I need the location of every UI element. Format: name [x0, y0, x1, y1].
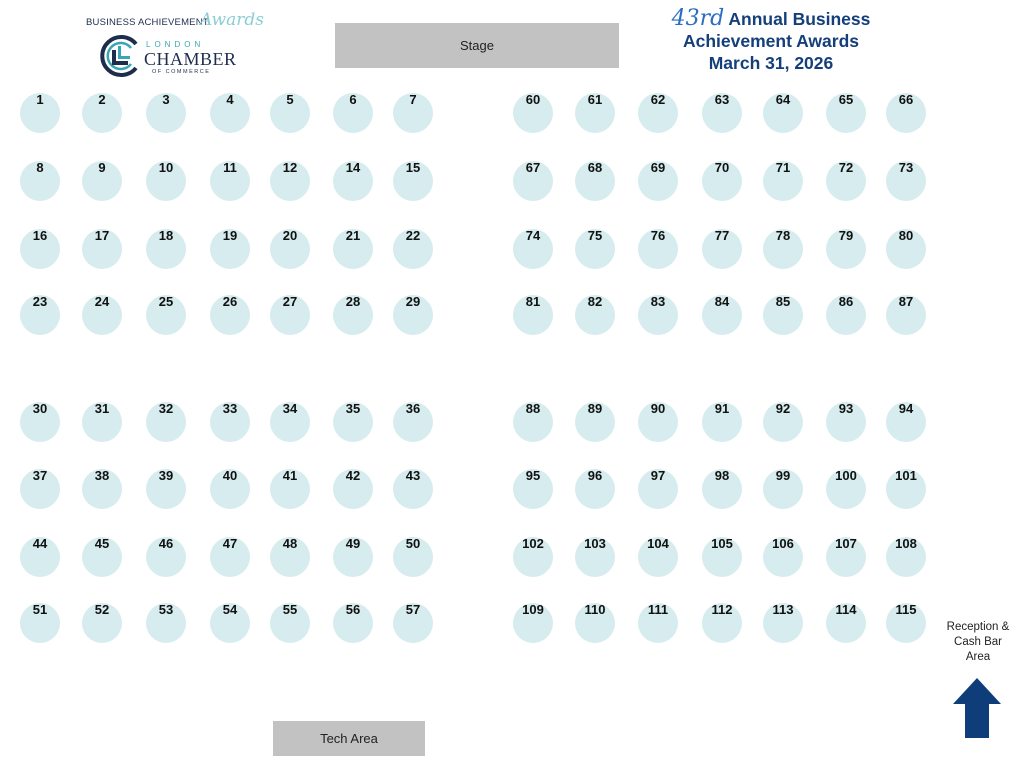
table-16: [20, 229, 60, 269]
table-number: 98: [714, 468, 730, 483]
table-number: 47: [222, 536, 238, 551]
table-72: [826, 161, 866, 201]
table-104: [638, 537, 678, 577]
table-number: 56: [345, 602, 361, 617]
table-98: [702, 469, 742, 509]
table-number: 111: [647, 602, 669, 617]
table-113: [763, 603, 803, 643]
table-number: 69: [650, 160, 666, 175]
table-36: [393, 402, 433, 442]
table-number: 109: [522, 602, 544, 617]
table-112: [702, 603, 742, 643]
table-number: 17: [94, 228, 110, 243]
table-number: 21: [345, 228, 361, 243]
table-number: 78: [775, 228, 791, 243]
table-82: [575, 295, 615, 335]
table-number: 8: [36, 160, 44, 175]
table-number: 35: [345, 401, 361, 416]
table-number: 71: [775, 160, 791, 175]
table-number: 19: [222, 228, 238, 243]
table-18: [146, 229, 186, 269]
table-77: [702, 229, 742, 269]
table-15: [393, 161, 433, 201]
table-number: 39: [158, 468, 174, 483]
table-number: 63: [714, 92, 730, 107]
table-number: 92: [775, 401, 791, 416]
table-number: 77: [714, 228, 730, 243]
table-97: [638, 469, 678, 509]
table-65: [826, 93, 866, 133]
table-number: 37: [32, 468, 48, 483]
table-number: 43: [405, 468, 421, 483]
table-32: [146, 402, 186, 442]
table-85: [763, 295, 803, 335]
table-number: 52: [94, 602, 110, 617]
table-number: 5: [286, 92, 294, 107]
table-number: 114: [835, 602, 857, 617]
table-115: [886, 603, 926, 643]
logo-commerce: OF COMMERCE: [152, 69, 211, 75]
table-50: [393, 537, 433, 577]
table-5: [270, 93, 310, 133]
table-88: [513, 402, 553, 442]
table-41: [270, 469, 310, 509]
table-49: [333, 537, 373, 577]
table-25: [146, 295, 186, 335]
table-number: 26: [222, 294, 238, 309]
table-number: 38: [94, 468, 110, 483]
table-60: [513, 93, 553, 133]
table-number: 88: [525, 401, 541, 416]
table-number: 28: [345, 294, 361, 309]
table-number: 73: [898, 160, 914, 175]
chamber-logo-icon: [98, 34, 142, 78]
table-35: [333, 402, 373, 442]
table-number: 110: [584, 602, 606, 617]
chamber-logo: [82, 10, 264, 80]
table-90: [638, 402, 678, 442]
table-number: 108: [895, 536, 917, 551]
table-number: 15: [405, 160, 421, 175]
table-number: 33: [222, 401, 238, 416]
event-title-line2: Achievement Awards: [682, 31, 860, 51]
table-number: 94: [898, 401, 914, 416]
table-number: 60: [525, 92, 541, 107]
table-34: [270, 402, 310, 442]
event-title-line1: [640, 8, 902, 30]
reception-line1: Reception &: [946, 621, 1010, 633]
table-109: [513, 603, 553, 643]
reception-line2: Cash Bar: [954, 636, 1002, 648]
table-number: 112: [711, 602, 733, 617]
table-number: 57: [405, 602, 421, 617]
table-number: 48: [282, 536, 298, 551]
table-11: [210, 161, 250, 201]
table-75: [575, 229, 615, 269]
table-number: 80: [898, 228, 914, 243]
table-23: [20, 295, 60, 335]
table-number: 70: [714, 160, 730, 175]
table-8: [20, 161, 60, 201]
table-27: [270, 295, 310, 335]
table-number: 75: [587, 228, 603, 243]
reception-label: [940, 620, 1016, 665]
table-number: 62: [650, 92, 666, 107]
table-number: 44: [32, 536, 48, 551]
table-87: [886, 295, 926, 335]
table-number: 41: [282, 468, 298, 483]
table-number: 89: [587, 401, 603, 416]
table-53: [146, 603, 186, 643]
table-number: 66: [898, 92, 914, 107]
table-number: 74: [525, 228, 541, 243]
table-number: 51: [32, 602, 48, 617]
table-number: 61: [587, 92, 603, 107]
table-number: 24: [94, 294, 110, 309]
table-54: [210, 603, 250, 643]
table-number: 54: [222, 602, 238, 617]
table-number: 82: [587, 294, 603, 309]
table-21: [333, 229, 373, 269]
arrow-up-icon: [953, 678, 1001, 738]
table-7: [393, 93, 433, 133]
table-110: [575, 603, 615, 643]
table-12: [270, 161, 310, 201]
table-56: [333, 603, 373, 643]
table-103: [575, 537, 615, 577]
table-22: [393, 229, 433, 269]
table-number: 67: [525, 160, 541, 175]
table-33: [210, 402, 250, 442]
table-number: 85: [775, 294, 791, 309]
table-14: [333, 161, 373, 201]
table-68: [575, 161, 615, 201]
table-number: 23: [32, 294, 48, 309]
event-title-text1: Annual Business: [728, 9, 871, 29]
table-61: [575, 93, 615, 133]
table-number: 6: [349, 92, 357, 107]
table-number: 18: [158, 228, 174, 243]
table-89: [575, 402, 615, 442]
table-74: [513, 229, 553, 269]
table-number: 50: [405, 536, 421, 551]
table-number: 40: [222, 468, 238, 483]
table-73: [886, 161, 926, 201]
table-number: 76: [650, 228, 666, 243]
table-63: [702, 93, 742, 133]
table-number: 14: [345, 160, 361, 175]
table-10: [146, 161, 186, 201]
table-62: [638, 93, 678, 133]
table-84: [702, 295, 742, 335]
table-number: 3: [162, 92, 170, 107]
table-107: [826, 537, 866, 577]
table-number: 36: [405, 401, 421, 416]
table-29: [393, 295, 433, 335]
table-6: [333, 93, 373, 133]
table-94: [886, 402, 926, 442]
table-number: 10: [158, 160, 174, 175]
table-108: [886, 537, 926, 577]
table-number: 93: [838, 401, 854, 416]
logo-awards-line: BUSINESS ACHIEVEMENT: [86, 17, 209, 28]
event-ordinal: 43rd: [671, 6, 725, 31]
table-number: 53: [158, 602, 174, 617]
table-83: [638, 295, 678, 335]
table-44: [20, 537, 60, 577]
table-number: 16: [32, 228, 48, 243]
table-92: [763, 402, 803, 442]
table-number: 30: [32, 401, 48, 416]
table-number: 55: [282, 602, 298, 617]
table-number: 27: [282, 294, 298, 309]
table-93: [826, 402, 866, 442]
table-76: [638, 229, 678, 269]
table-number: 25: [158, 294, 174, 309]
table-81: [513, 295, 553, 335]
table-51: [20, 603, 60, 643]
table-number: 12: [282, 160, 298, 175]
table-114: [826, 603, 866, 643]
table-70: [702, 161, 742, 201]
table-number: 79: [838, 228, 854, 243]
table-9: [82, 161, 122, 201]
table-69: [638, 161, 678, 201]
table-number: 31: [94, 401, 110, 416]
table-48: [270, 537, 310, 577]
table-number: 91: [714, 401, 730, 416]
table-number: 32: [158, 401, 174, 416]
table-111: [638, 603, 678, 643]
table-80: [886, 229, 926, 269]
table-99: [763, 469, 803, 509]
table-91: [702, 402, 742, 442]
table-78: [763, 229, 803, 269]
table-number: 97: [650, 468, 666, 483]
table-number: 45: [94, 536, 110, 551]
table-31: [82, 402, 122, 442]
table-number: 29: [405, 294, 421, 309]
table-number: 100: [835, 468, 857, 483]
event-date: March 31, 2026: [708, 53, 834, 73]
table-number: 83: [650, 294, 666, 309]
table-71: [763, 161, 803, 201]
table-number: 104: [647, 536, 669, 551]
table-39: [146, 469, 186, 509]
table-number: 11: [223, 160, 237, 175]
logo-london: LONDON: [146, 40, 205, 49]
table-47: [210, 537, 250, 577]
table-number: 87: [898, 294, 914, 309]
table-number: 9: [98, 160, 106, 175]
table-101: [886, 469, 926, 509]
table-number: 22: [405, 228, 421, 243]
table-28: [333, 295, 373, 335]
table-40: [210, 469, 250, 509]
table-number: 34: [282, 401, 298, 416]
logo-chamber: CHAMBER: [144, 49, 237, 69]
table-number: 64: [775, 92, 791, 107]
table-95: [513, 469, 553, 509]
table-26: [210, 295, 250, 335]
event-title: [640, 8, 902, 74]
table-number: 105: [711, 536, 733, 551]
table-number: 113: [772, 602, 794, 617]
table-86: [826, 295, 866, 335]
table-number: 7: [409, 92, 417, 107]
table-1: [20, 93, 60, 133]
table-106: [763, 537, 803, 577]
table-24: [82, 295, 122, 335]
table-number: 115: [895, 602, 917, 617]
table-number: 65: [838, 92, 854, 107]
table-4: [210, 93, 250, 133]
table-number: 99: [775, 468, 791, 483]
table-number: 68: [587, 160, 603, 175]
table-number: 81: [525, 294, 541, 309]
stage-area: Stage: [335, 23, 619, 68]
table-number: 4: [226, 92, 234, 107]
table-79: [826, 229, 866, 269]
table-30: [20, 402, 60, 442]
table-46: [146, 537, 186, 577]
table-20: [270, 229, 310, 269]
table-67: [513, 161, 553, 201]
table-105: [702, 537, 742, 577]
table-2: [82, 93, 122, 133]
table-number: 101: [895, 468, 917, 483]
table-102: [513, 537, 553, 577]
table-38: [82, 469, 122, 509]
table-number: 106: [772, 536, 794, 551]
table-number: 2: [98, 92, 106, 107]
table-number: 46: [158, 536, 174, 551]
table-43: [393, 469, 433, 509]
table-45: [82, 537, 122, 577]
table-17: [82, 229, 122, 269]
table-number: 86: [838, 294, 854, 309]
table-57: [393, 603, 433, 643]
table-number: 107: [835, 536, 857, 551]
table-number: 84: [714, 294, 730, 309]
logo-awards-script: Awards: [200, 10, 264, 30]
table-number: 90: [650, 401, 666, 416]
table-number: 20: [282, 228, 298, 243]
table-number: 95: [525, 468, 541, 483]
table-96: [575, 469, 615, 509]
table-number: 102: [522, 536, 544, 551]
table-number: 49: [345, 536, 361, 551]
table-number: 96: [587, 468, 603, 483]
table-3: [146, 93, 186, 133]
table-64: [763, 93, 803, 133]
table-42: [333, 469, 373, 509]
table-19: [210, 229, 250, 269]
table-number: 42: [345, 468, 361, 483]
table-52: [82, 603, 122, 643]
table-100: [826, 469, 866, 509]
tech-area: Tech Area: [273, 721, 425, 756]
table-number: 72: [838, 160, 854, 175]
table-number: 1: [36, 92, 44, 107]
table-37: [20, 469, 60, 509]
table-number: 103: [584, 536, 606, 551]
table-55: [270, 603, 310, 643]
table-66: [886, 93, 926, 133]
reception-line3: Area: [965, 651, 991, 663]
